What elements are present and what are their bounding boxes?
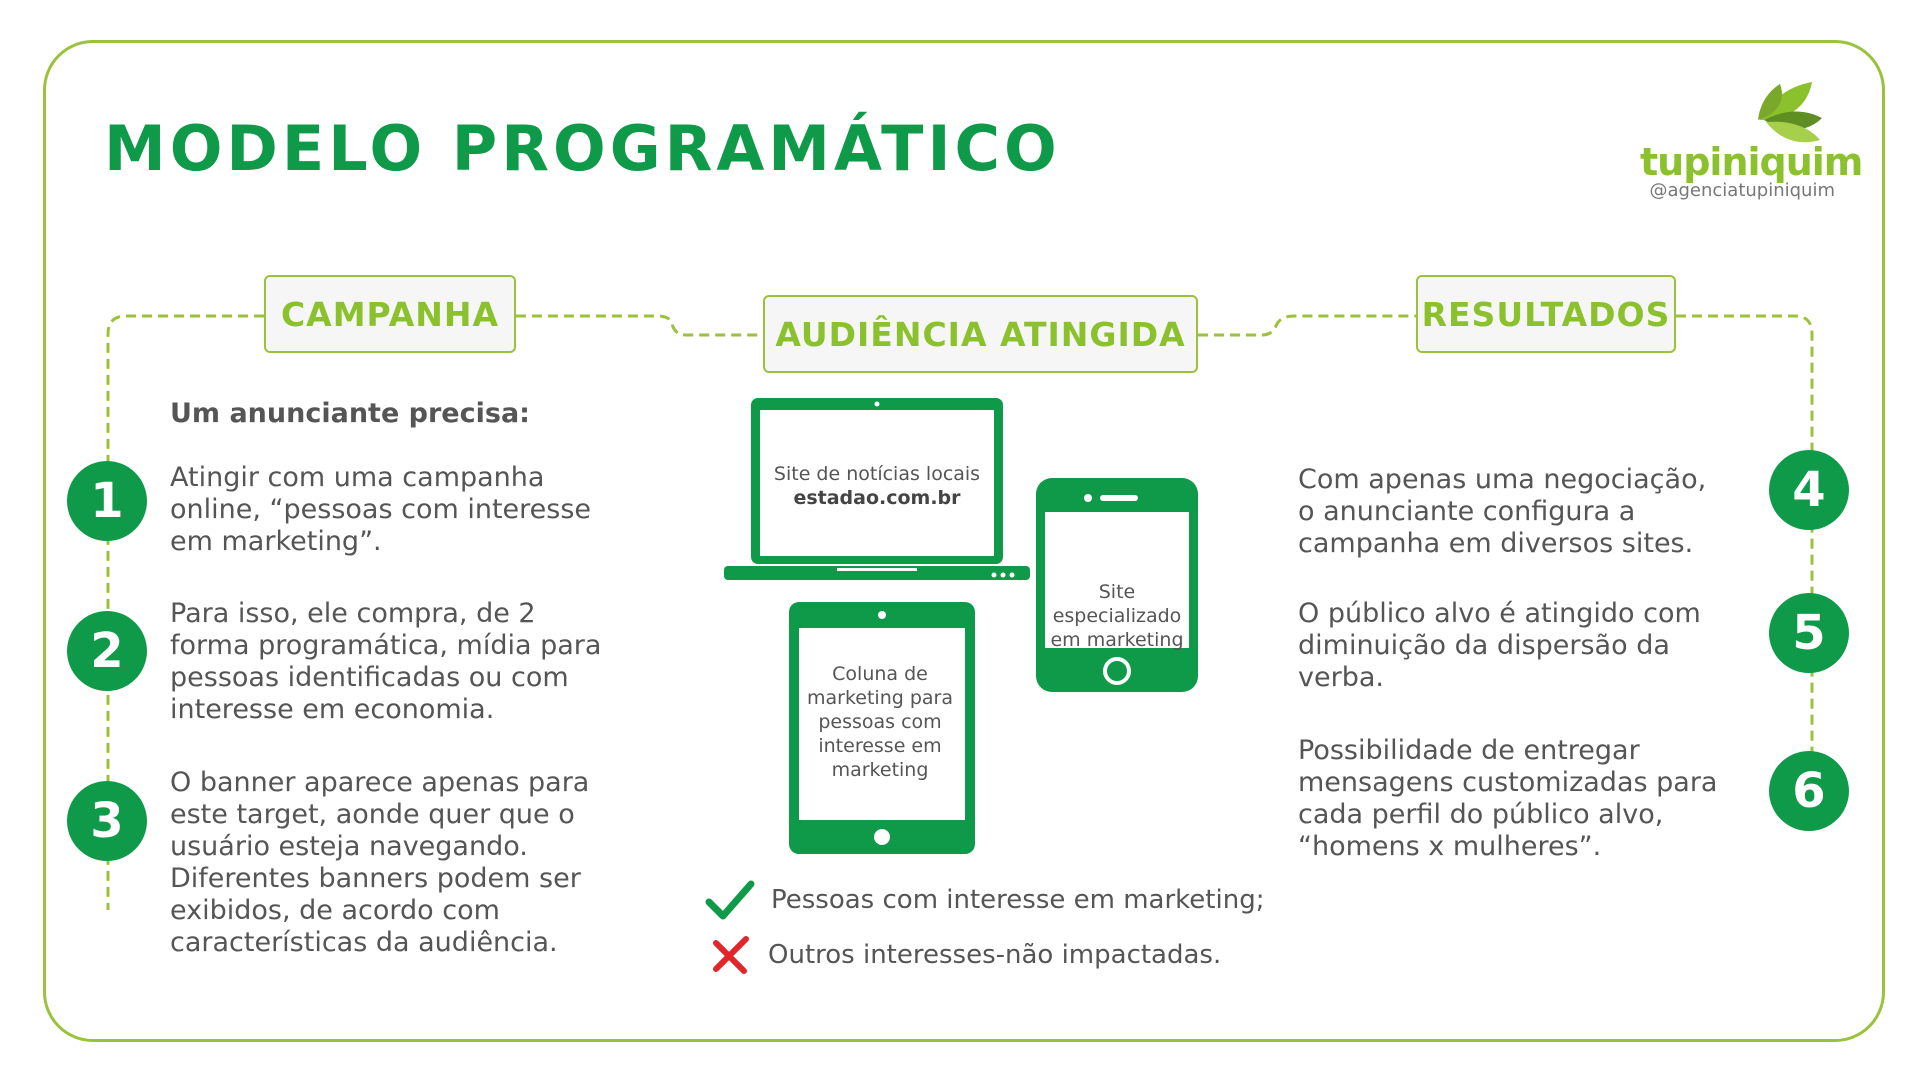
legend-no xyxy=(708,935,1221,975)
step-2-text: Para isso, ele compra, de 2 forma programática, mídia para pessoas identificadas ou com interesse em economia. xyxy=(170,598,602,725)
campanha-intro: Um anunciante precisa: xyxy=(170,398,530,429)
page-title: MODELO PROGRAMÁTICO xyxy=(104,112,1061,185)
step-1-badge: 1 xyxy=(67,461,147,541)
audiencia-header: AUDIÊNCIA ATINGIDA xyxy=(763,295,1198,373)
tablet-label: Coluna de marketing para pessoas com interesse em marketing xyxy=(806,663,953,781)
step-1-text: Atingir com uma campanha online, “pessoas com interesse em marketing”. xyxy=(170,462,592,557)
step-4-badge: 4 xyxy=(1769,450,1849,530)
laptop-label xyxy=(760,462,994,510)
legend-no-text: Outros interesses-não impactadas. xyxy=(768,940,1222,970)
logo-handle: @agenciatupiniquim xyxy=(1649,180,1835,201)
step-3-text: O banner aparece apenas para este target, aonde quer que o usuário esteja navegando. Diferentes banners podem ser exibidos, de acordo com características da audiência. xyxy=(170,767,590,958)
legend-yes-text: Pessoas com interesse em marketing; xyxy=(771,885,1265,915)
campanha-header: CAMPANHA xyxy=(264,275,516,353)
laptop-label-line2: estadao.com.br xyxy=(793,487,961,509)
check-icon xyxy=(705,880,755,920)
legend-yes xyxy=(705,880,1264,920)
step-2-badge: 2 xyxy=(67,611,147,691)
step-3-badge: 3 xyxy=(67,781,147,861)
step-4-text: Com apenas uma negociação, o anunciante configura a campanha em diversos sites. xyxy=(1298,464,1707,559)
phone-label: Site especializado em marketing xyxy=(1050,581,1184,651)
laptop-label-line1: Site de notícias locais xyxy=(773,463,981,485)
logo-name: tupiniquim xyxy=(1640,140,1863,184)
step-6-badge: 6 xyxy=(1769,751,1849,831)
cross-icon xyxy=(708,935,752,975)
resultados-header: RESULTADOS xyxy=(1416,275,1676,353)
step-6-text: Possibilidade de entregar mensagens customizadas para cada perfil do público alvo, “homens x mulheres”. xyxy=(1298,735,1718,862)
step-5-badge: 5 xyxy=(1769,593,1849,673)
step-5-text: O público alvo é atingido com diminuição da dispersão da verba. xyxy=(1298,598,1701,693)
